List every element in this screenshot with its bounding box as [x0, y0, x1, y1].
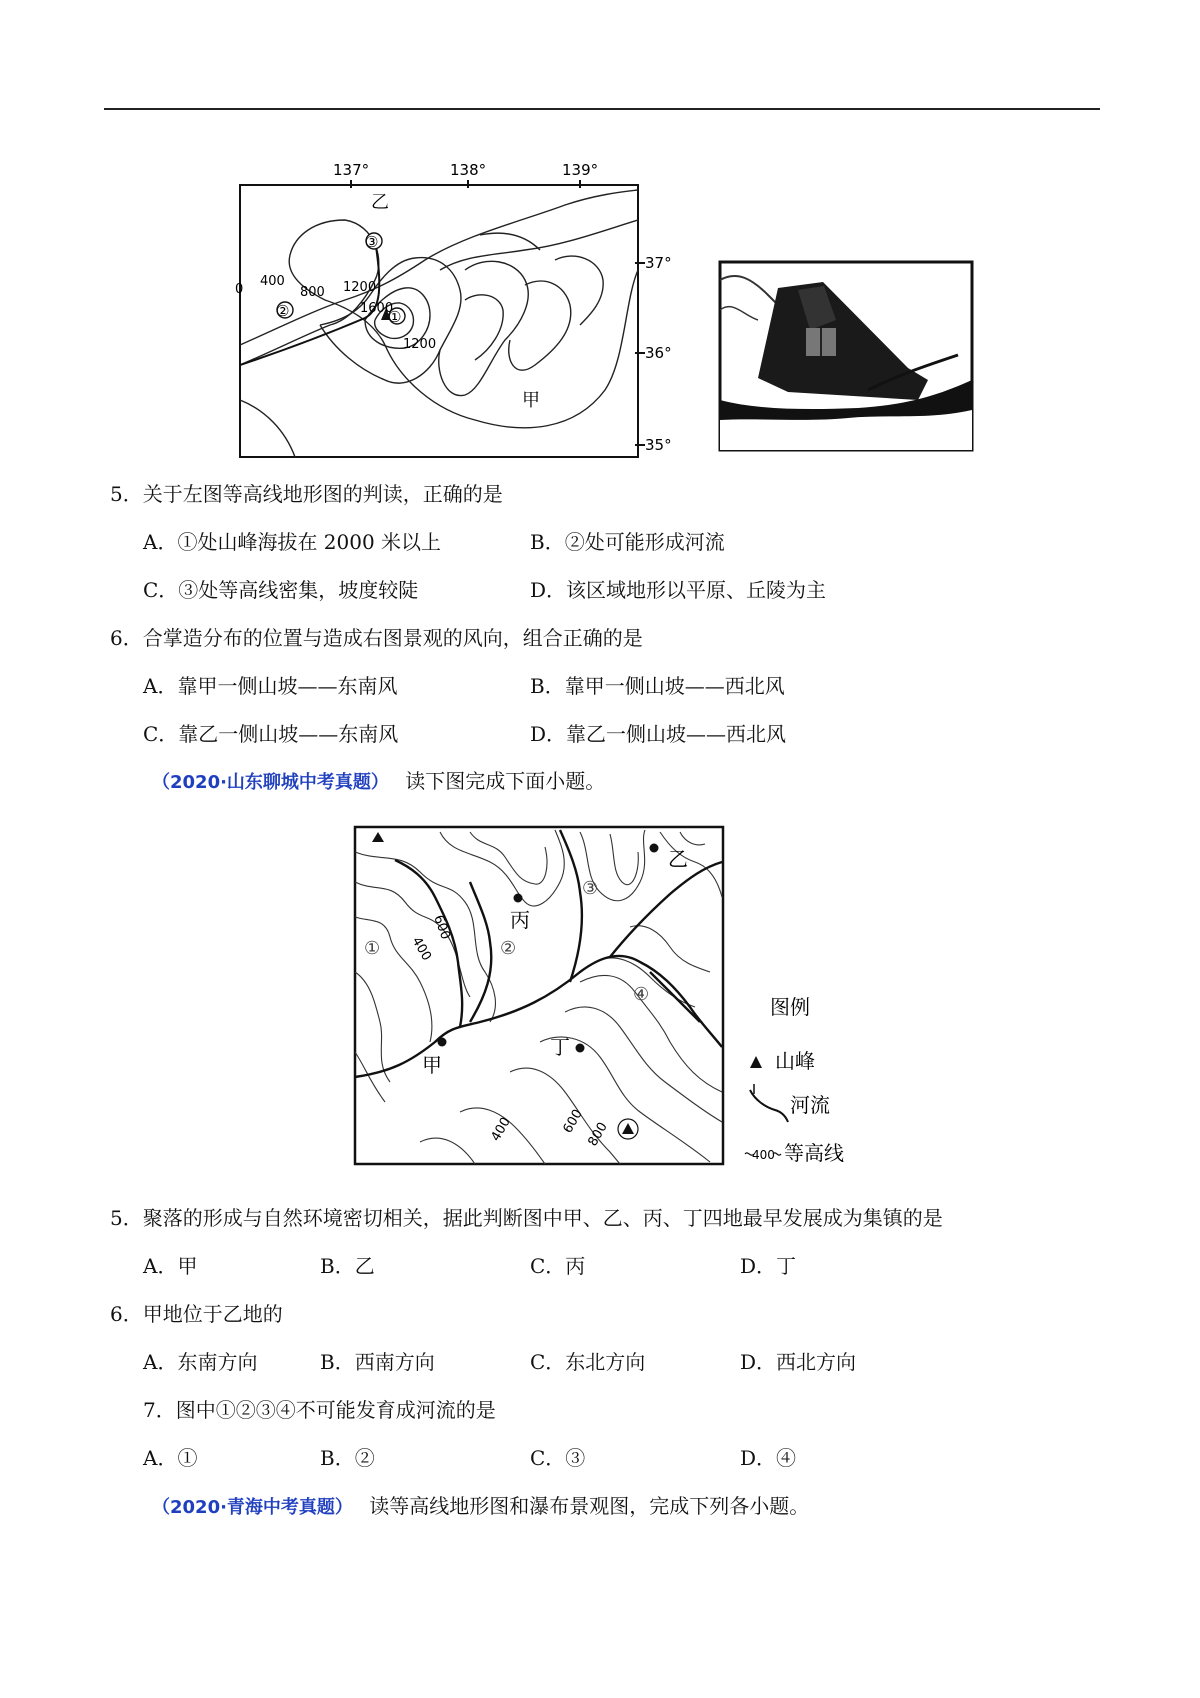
place-jia: 甲: [522, 390, 540, 411]
legend-peak-label: 山峰: [775, 1049, 815, 1073]
map2-contour-400b: 400: [488, 1114, 514, 1144]
lon-label-137: 137°: [333, 161, 370, 179]
contour-label-1200a: 1200: [343, 280, 377, 295]
point-3-label: ③: [365, 233, 379, 251]
contour-0: [240, 190, 638, 345]
legend-contour-value: 400: [752, 1148, 775, 1162]
section-2-heading: [152, 1494, 809, 1520]
q5a-option-d[interactable]: D．该区域地形以平原、丘陵为主: [530, 578, 827, 602]
q5a-option-b[interactable]: B．②处可能形成河流: [530, 530, 725, 554]
gassho-house-photo: [718, 260, 974, 452]
q5b-option-c[interactable]: C．丙: [530, 1254, 586, 1278]
place-yi: 乙: [371, 192, 389, 213]
peak-top-left: [372, 832, 384, 842]
q6b-option-c[interactable]: C．东北方向: [530, 1350, 646, 1374]
q6b-option-d[interactable]: D．西北方向: [740, 1350, 857, 1374]
point-2-label: ②: [276, 302, 290, 320]
q5a-option-c[interactable]: C．③处等高线密集，坡度较陡: [143, 578, 419, 602]
section-1-source: （2020·山东聊城中考真题）: [152, 772, 389, 793]
section-1-intro: 读下图完成下面小题。: [405, 769, 606, 793]
settlement-jia-label: 甲: [422, 1053, 442, 1077]
main-river: [355, 956, 722, 1077]
settlement-bing-label: 丙: [510, 908, 530, 932]
q6a-option-c[interactable]: C．靠乙一侧山坡——东南风: [143, 722, 399, 746]
section-2-intro: 读等高线地形图和瀑布景观图，完成下列各小题。: [369, 1494, 810, 1518]
q6a-option-b[interactable]: B．靠甲一侧山坡——西北风: [530, 674, 785, 698]
contour-map-2: [350, 822, 870, 1172]
contour-label-0: 0: [235, 282, 244, 297]
settlement-ding-label: 丁: [550, 1035, 570, 1059]
question-6a-stem: 6．合掌造分布的位置与造成右图景观的风向，组合正确的是: [110, 626, 643, 650]
map2-contour-600a: 600: [430, 913, 453, 942]
question-5b-stem: 5．聚落的形成与自然环境密切相关，据此判断图中甲、乙、丙、丁四地最早发展成为集镇的是: [110, 1206, 943, 1230]
q5b-option-d[interactable]: D．丁: [740, 1254, 797, 1278]
lat-label-35: 35°: [645, 436, 672, 454]
contour-label-800: 800: [300, 285, 325, 300]
q5b-option-a[interactable]: A．甲: [143, 1254, 198, 1278]
settlement-jia-dot: [438, 1038, 447, 1047]
q6a-option-a[interactable]: A．靠甲一侧山坡——东南风: [143, 674, 398, 698]
question-7b-stem: 7．图中①②③④不可能发育成河流的是: [143, 1398, 496, 1422]
site-3-label: ③: [582, 878, 599, 899]
lat-label-37: 37°: [645, 254, 672, 272]
settlement-yi-dot: [650, 844, 659, 853]
question-6b-stem: 6．甲地位于乙地的: [110, 1302, 283, 1326]
q7b-option-a[interactable]: A．①: [143, 1446, 198, 1470]
map2-frame: [355, 827, 723, 1164]
lon-label-139: 139°: [562, 161, 599, 179]
q7b-option-d[interactable]: D．④: [740, 1446, 797, 1470]
point-1-label: ①: [388, 308, 402, 326]
header-rule: [104, 108, 1100, 110]
contour-map-1: [225, 150, 672, 460]
contour-label-1200b: 1200: [403, 337, 437, 352]
q6b-option-a[interactable]: A．东南方向: [143, 1350, 258, 1374]
q6a-option-d[interactable]: D．靠乙一侧山坡——西北风: [530, 722, 787, 746]
site-4-label: ④: [633, 984, 650, 1005]
contour-label-1600: 1600: [360, 301, 394, 316]
q6b-option-b[interactable]: B．西南方向: [320, 1350, 435, 1374]
settlement-yi-label: 乙: [668, 847, 688, 871]
legend-title: 图例: [770, 995, 810, 1019]
site-2-label: ②: [500, 938, 517, 959]
map2-contour-600b: 600: [560, 1106, 586, 1136]
peak-4: [622, 1123, 634, 1134]
lon-label-138: 138°: [450, 161, 487, 179]
section-1-heading: [152, 769, 605, 795]
legend-contour-label: 等高线: [784, 1141, 844, 1165]
site-1-label: ①: [364, 938, 381, 959]
lat-label-36: 36°: [645, 344, 672, 362]
q7b-option-c[interactable]: C．③: [530, 1446, 586, 1470]
legend-river-icon: [750, 1090, 788, 1122]
section-2-source: （2020·青海中考真题）: [152, 1497, 353, 1518]
settlement-ding-dot: [576, 1044, 585, 1053]
contour-label-400: 400: [260, 274, 285, 289]
legend-river-label: 河流: [790, 1093, 830, 1117]
q7b-option-b[interactable]: B．②: [320, 1446, 375, 1470]
q5a-option-a[interactable]: A．①处山峰海拔在 2000 米以上: [143, 530, 442, 554]
map1-frame: [240, 185, 638, 457]
question-5a-stem: 5．关于左图等高线地形图的判读，正确的是: [110, 482, 503, 506]
q5b-option-b[interactable]: B．乙: [320, 1254, 375, 1278]
map2-contour-400a: 400: [408, 934, 434, 964]
settlement-bing-dot: [514, 894, 523, 903]
legend-peak-icon: [750, 1056, 762, 1068]
map2-contour-800: 800: [585, 1119, 611, 1149]
